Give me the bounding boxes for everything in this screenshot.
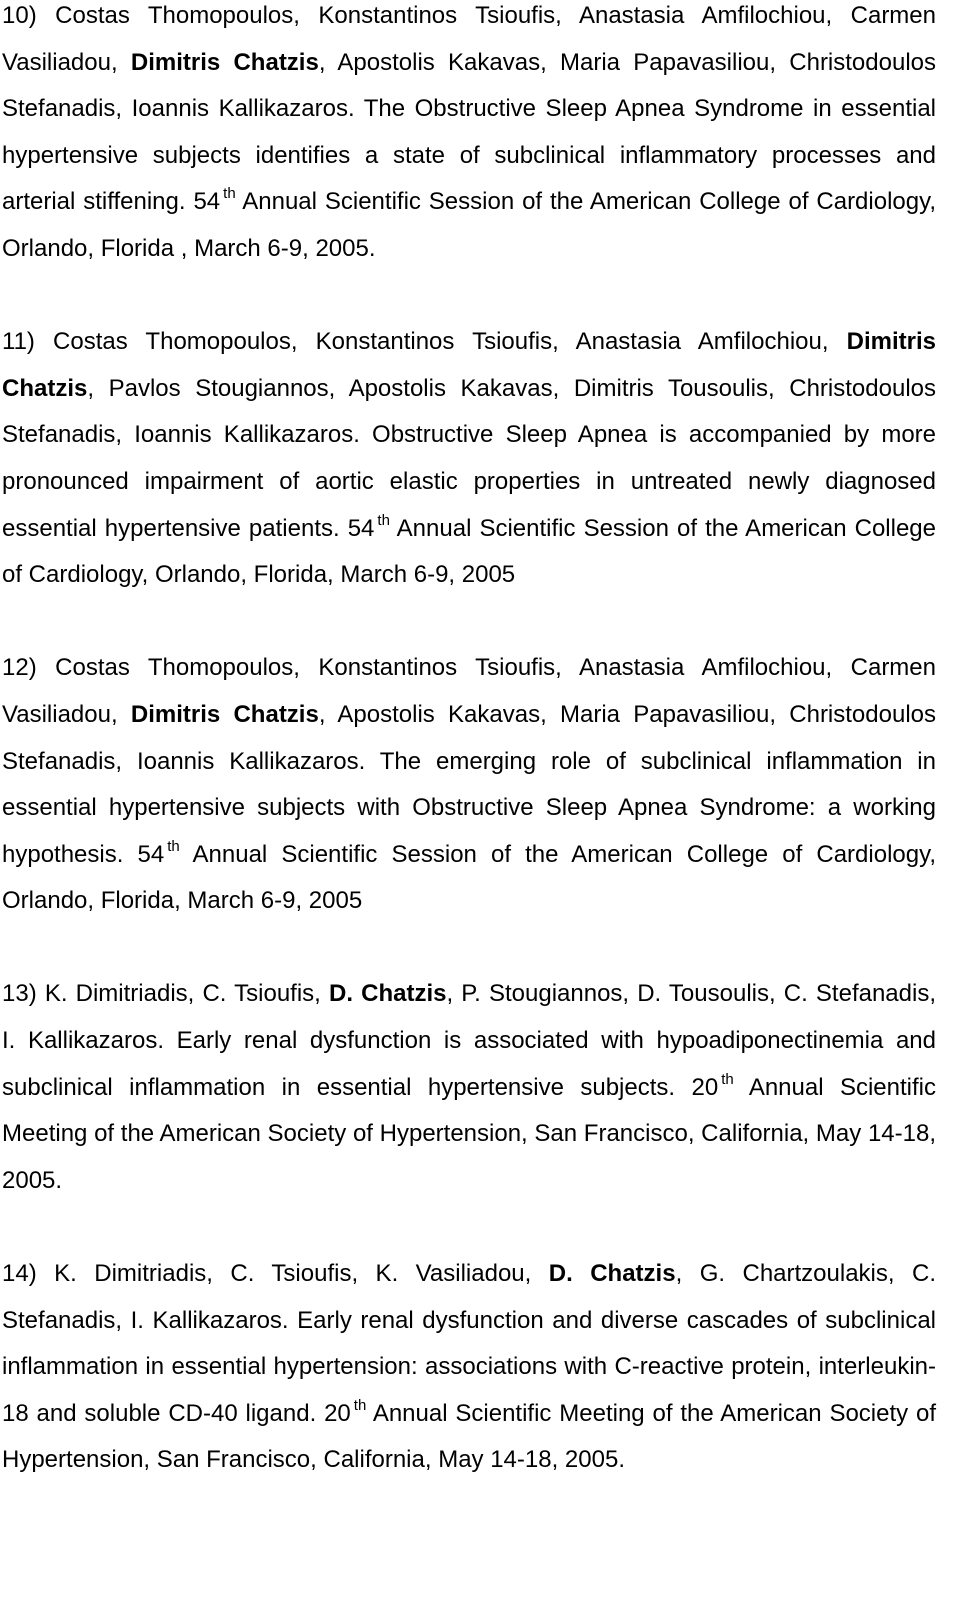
reference-body: , Apostolis Kakavas, Maria Papavasiliou, Christodoulos Stefanadis, Ioannis Kallikazaros. The emerging role of subclinical inflammation in essential hypertensive subjects with Obstructive Sleep Apnea Syndrome: a working hypothesis. 54 <box>2 700 937 868</box>
reference-entry-14 <box>2 1251 936 1484</box>
ordinal-suffix: th <box>167 837 180 855</box>
ordinal-suffix: th <box>377 511 390 529</box>
reference-authors-before: Costas Thomopoulos, Konstantinos Tsioufis, Anastasia Amfilochiou, Carmen Vasiliadou, <box>2 654 936 728</box>
reference-entry-13 <box>2 971 936 1204</box>
reference-body: , G. Chartzoulakis, C. Stefanadis, I. Kallikazaros. Early renal dysfunction and diverse cascades of subclinical inflammation in essential hypertension: associations with C-reactive protein, interleukin-18 and soluble CD-40 ligand. 20 <box>2 1260 936 1427</box>
reference-entry-11 <box>2 319 936 599</box>
reference-venue: Annual Scientific Session of the American College of Cardiology, Orlando, Florida , March 6-9, 2005. <box>2 188 937 262</box>
reference-entry-10 <box>2 0 936 273</box>
reference-authors-before: K. Dimitriadis, C. Tsioufis, <box>44 980 329 1008</box>
reference-venue: Annual Scientific Session of the American College of Cardiology, Orlando, Florida, March 6-9, 2005 <box>2 840 936 915</box>
reference-number: 12) <box>2 654 37 682</box>
reference-entry-12 <box>2 645 936 925</box>
reference-authors-before: Costas Thomopoulos, Konstantinos Tsioufis, Anastasia Amfilochiou, Carmen Vasiliadou, <box>2 2 936 76</box>
highlighted-author: Dimitris Chatzis <box>2 328 937 402</box>
reference-authors-before: Costas Thomopoulos, Konstantinos Tsioufis, Anastasia Amfilochiou, <box>53 328 847 356</box>
reference-body: , P. Stougiannos, D. Tousoulis, C. Stefanadis, I. Kallikazaros. Early renal dysfunction is associated with hypoadiponectinemia and subclinical inflammation in essential hypertensive subjects. 20 <box>2 980 936 1101</box>
reference-number: 14) <box>2 1260 37 1288</box>
reference-venue: Annual Scientific Meeting of the American Society of Hypertension, San Francisco, California, May 14-18, 2005. <box>2 1073 937 1194</box>
reference-body: , Apostolis Kakavas, Maria Papavasiliou, Christodoulos Stefanadis, Ioannis Kallikazaros. The Obstructive Sleep Apnea Syndrome in essential hypertensive subjects identifies a state of subclinical inflammatory processes and arterial stiffening. 54 <box>2 48 937 216</box>
highlighted-author: Dimitris Chatzis <box>130 700 319 728</box>
reference-number: 10) <box>2 2 37 29</box>
ordinal-suffix: th <box>353 1396 367 1414</box>
reference-number: 11) <box>2 328 35 356</box>
reference-venue: Annual Scientific Session of the American College of Cardiology, Orlando, Florida, March 6-9, 2005 <box>2 514 937 589</box>
reference-body: , Pavlos Stougiannos, Apostolis Kakavas, Dimitris Tousoulis, Christodoulos Stefanadis, Ioannis Kallikazaros. Obstructive Sleep Apnea is accompanied by more pronounced impairment of aortic elastic properties in untreated newly diagnosed essential hypertensive patients. 54 <box>2 374 936 542</box>
highlighted-author: D. Chatzis <box>328 980 447 1008</box>
reference-number: 13) <box>2 980 37 1008</box>
ordinal-suffix: th <box>721 1070 734 1088</box>
reference-venue: Annual Scientific Meeting of the American Society of Hypertension, San Francisco, California, May 14-18, 2005. <box>2 1399 936 1474</box>
highlighted-author: Dimitris Chatzis <box>130 48 319 76</box>
ordinal-suffix: th <box>223 185 236 203</box>
reference-authors-before: K. Dimitriadis, C. Tsioufis, K. Vasiliadou, <box>54 1260 549 1288</box>
highlighted-author: D. Chatzis <box>548 1260 676 1288</box>
